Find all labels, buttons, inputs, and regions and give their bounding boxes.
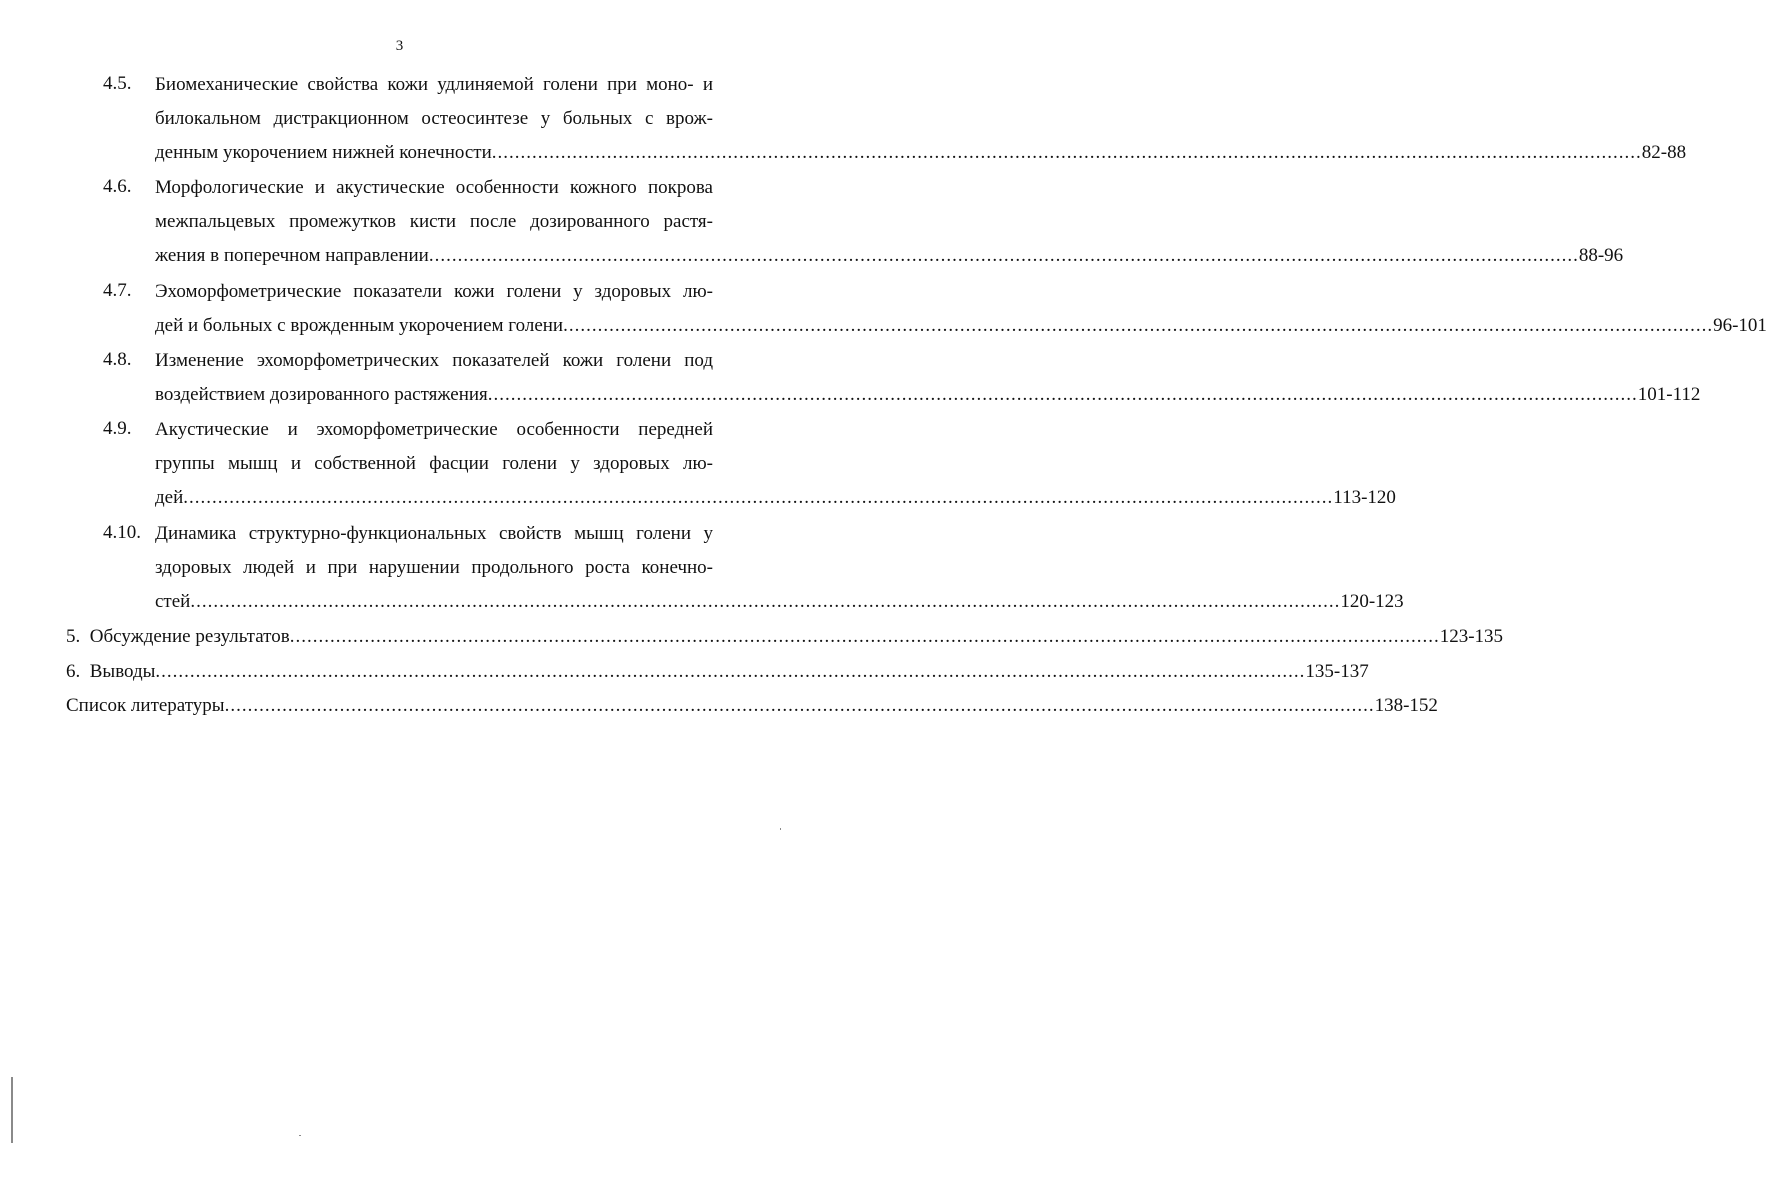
entry-text-line: билокальном дистракционном остеосинтезе у больных с врож- xyxy=(155,108,713,129)
page-range: 101-112 xyxy=(1637,384,1701,405)
entry-text-line: группы мышц и собственной фасции голени у здоровых лю- xyxy=(155,453,713,474)
entry-text-line: стей xyxy=(155,591,191,612)
section-number: 4.6. xyxy=(103,176,132,197)
scan-dot xyxy=(299,1135,301,1136)
entry-text-line: Акустические и эхоморфометрические особенности передней xyxy=(155,419,713,440)
entry-text-line: Изменение эхоморфометрических показателей кожи голени под xyxy=(155,350,713,371)
dot-leader: ........................................................................................................................................................................................................ xyxy=(155,661,1306,682)
dot-leader: ........................................................................................................................................................................................................ xyxy=(491,142,1642,163)
entry-last-line xyxy=(155,585,1404,619)
entry-text-line: денным укорочением нижней конечности xyxy=(155,142,492,163)
dot-leader: ........................................................................................................................................................................................................ xyxy=(224,695,1375,716)
page-range: 96-101 xyxy=(1713,315,1767,336)
entry-text-line: 6. Выводы xyxy=(66,661,156,682)
section-number: 4.8. xyxy=(103,349,132,370)
entry-text-line: Морфологические и акустические особенности кожного покрова xyxy=(155,177,713,198)
dot-leader: ........................................................................................................................................................................................................ xyxy=(289,626,1440,647)
toc-entry-conclusions xyxy=(66,655,1369,689)
page-number: 3 xyxy=(395,38,404,54)
entry-text-line: дей xyxy=(155,487,184,508)
entry-text-line: воздействием дозированного растяжения xyxy=(155,384,488,405)
dot-leader: ........................................................................................................................................................................................................ xyxy=(190,591,1341,612)
entry-text-line: здоровых людей и при нарушении продольного роста конечно- xyxy=(155,557,713,578)
scan-edge-mark xyxy=(11,1077,13,1143)
dot-leader: ........................................................................................................................................................................................................ xyxy=(487,384,1638,405)
page-range: 123-135 xyxy=(1439,626,1504,647)
entry-last-line xyxy=(155,481,1396,515)
section-number: 4.10. xyxy=(103,522,141,543)
page-range: 120-123 xyxy=(1340,591,1404,612)
toc-entry-references xyxy=(66,689,1438,723)
entry-text-line: Биомеханические свойства кожи удлиняемой голени при моно- и xyxy=(155,74,713,95)
section-number: 4.5. xyxy=(103,73,132,94)
entry-text-line: дей и больных с врожденным укорочением голени xyxy=(155,315,564,336)
entry-last-line xyxy=(155,378,1701,412)
entry-text-line: 5. Обсуждение результатов xyxy=(66,626,290,647)
entry-last-line xyxy=(155,136,1687,170)
entry-last-line xyxy=(155,239,1624,273)
entry-text-line: межпальцевых промежутков кисти после дозированного растя- xyxy=(155,211,713,232)
entry-text-line: жения в поперечном направлении xyxy=(155,245,429,266)
entry-text-line: Динамика структурно-функциональных свойств мышц голени у xyxy=(155,523,713,544)
page-range: 88-96 xyxy=(1578,245,1624,266)
page-range: 135-137 xyxy=(1305,661,1369,682)
dot-leader: ........................................................................................................................................................................................................ xyxy=(563,315,1714,336)
section-number: 4.9. xyxy=(103,418,132,439)
page-range: 113-120 xyxy=(1333,487,1396,508)
page-range: 138-152 xyxy=(1374,695,1438,716)
scan-dot xyxy=(780,828,781,830)
page-range: 82-88 xyxy=(1641,142,1687,163)
entry-text-line: Эхоморфометрические показатели кожи голени у здоровых лю- xyxy=(155,281,713,302)
dot-leader: ........................................................................................................................................................................................................ xyxy=(428,245,1579,266)
entry-text-line: Список литературы xyxy=(66,695,225,716)
section-number: 4.7. xyxy=(103,280,132,301)
dot-leader: ........................................................................................................................................................................................................ xyxy=(183,487,1334,508)
toc-entry-discussion xyxy=(66,620,1504,654)
entry-last-line xyxy=(155,309,1767,343)
